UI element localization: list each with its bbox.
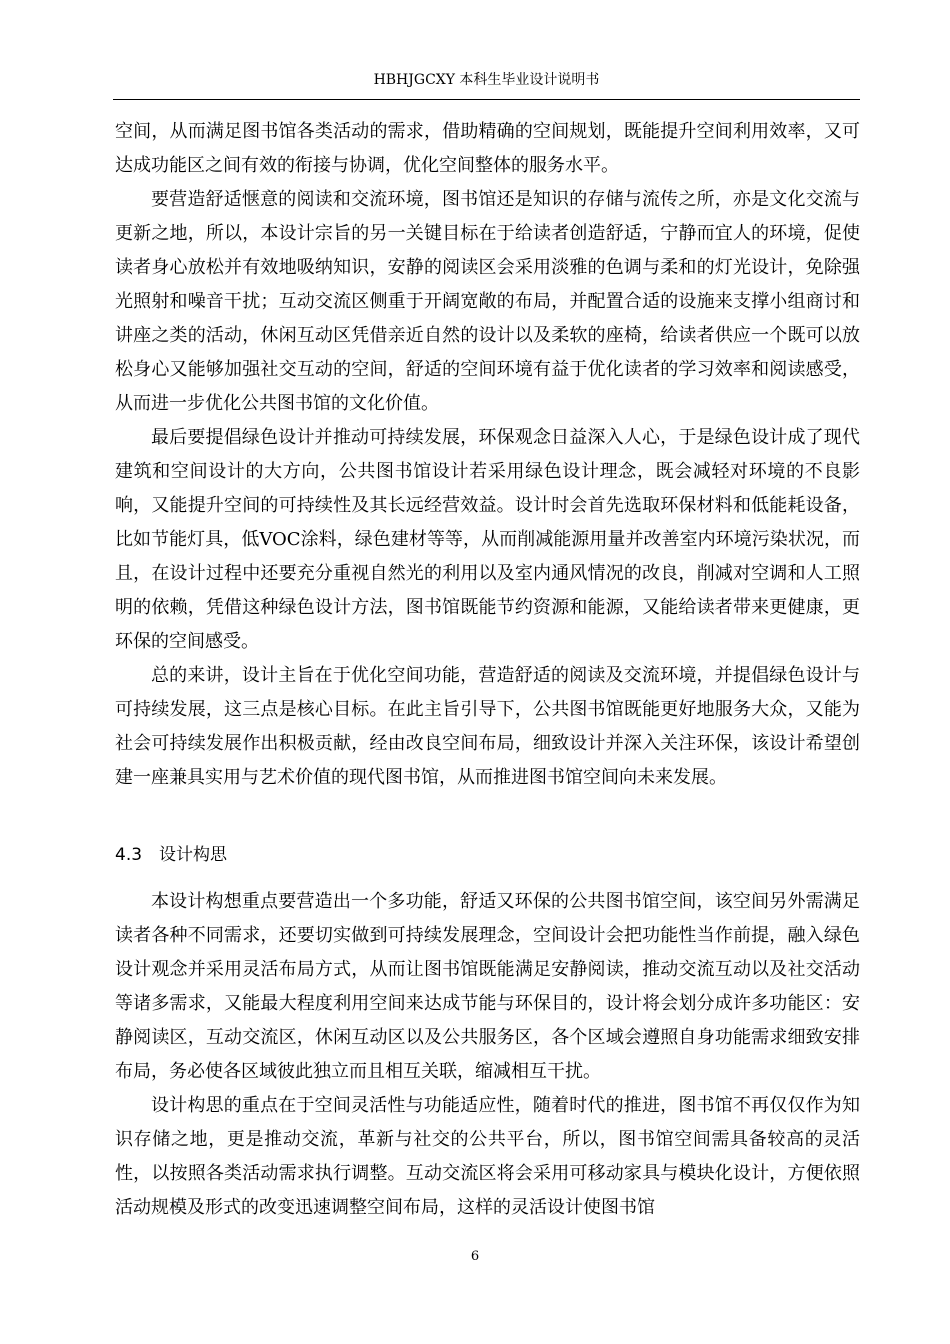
paragraph-concept: 本设计构想重点要营造出一个多功能，舒适又环保的公共图书馆空间，该空间另外需满足读者各种不同需求，还要切实做到可持续发展理念，空间设计会把功能性当作前提，融入绿色设计观念并采用灵活布局方式，从而让图书馆既能满足安静阅读，推动交流互动以及社交活动等诸多需求，又能最大程度利用空间来达成节能与环保目的，设计将会划分成许多功能区：安静阅读区，互动交流区，休闲互动区以及公共服务区，各个区域会遵照自身功能需求细致安排布局，务必使各区域彼此独立而且相互关联，缩减相互干扰。 [115, 891, 860, 1082]
section-title: 设计构思 [159, 845, 227, 865]
section-heading [115, 838, 860, 872]
body-text [115, 115, 860, 1225]
header-rule [113, 99, 860, 100]
section-number: 4.3 [115, 845, 143, 865]
paragraph-comfort: 要营造舒适惬意的阅读和交流环境，图书馆还是知识的存储与流传之所，亦是文化交流与更新之地，所以，本设计宗旨的另一关键目标在于给读者创造舒适，宁静而宜人的环境，促使读者身心放松并有效地吸纳知识，安静的阅读区会采用淡雅的色调与柔和的灯光设计，免除强光照射和噪音干扰；互动交流区侧重于开阔宽敞的布局，并配置合适的设施来支撑小组商讨和讲座之类的活动，休闲互动区凭借亲近自然的设计以及柔软的座椅，给读者供应一个既可以放松身心又能够加强社交互动的空间，舒适的空间环境有益于优化读者的学习效率和阅读感受，从而进一步优化公共图书馆的文化价值。 [115, 189, 860, 414]
paragraph-green-design: 最后要提倡绿色设计并推动可持续发展，环保观念日益深入人心，于是绿色设计成了现代建筑和空间设计的大方向，公共图书馆设计若采用绿色设计理念，既会减轻对环境的不良影响，又能提升空间的可持续性及其长远经营效益。设计时会首先选取环保材料和低能耗设备，比如节能灯具，低VOC涂料，绿色建材等等，从而削减能源用量并改善室内环境污染状况，而且，在设计过程中还要充分重视自然光的利用以及室内通风情况的改良，削减对空调和人工照明的依赖，凭借这种绿色设计方法，图书馆既能节约资源和能源，又能给读者带来更健康，更环保的空间感受。 [115, 427, 860, 652]
paragraph-summary: 总的来讲，设计主旨在于优化空间功能，营造舒适的阅读及交流环境，并提倡绿色设计与可持续发展，这三点是核心目标。在此主旨引导下，公共图书馆既能更好地服务大众，又能为社会可持续发展作出积极贡献，经由改良空间布局，细致设计并深入关注环保，该设计希望创建一座兼具实用与艺术价值的现代图书馆，从而推进图书馆空间向未来发展。 [115, 665, 860, 788]
page-header: HBHJGCXY 本科生毕业设计说明书 [373, 72, 600, 88]
paragraph-flexibility: 设计构思的重点在于空间灵活性与功能适应性，随着时代的推进，图书馆不再仅仅作为知识存储之地，更是推动交流，革新与社交的公共平台，所以，图书馆空间需具备较高的灵活性，以按照各类活动需求执行调整。互动交流区将会采用可移动家具与模块化设计，方便依照活动规模及形式的改变迅速调整空间布局，这样的灵活设计使图书馆 [115, 1095, 860, 1218]
page-number: 6 [470, 1249, 480, 1264]
paragraph-continued: 空间，从而满足图书馆各类活动的需求，借助精确的空间规划，既能提升空间利用效率，又可达成功能区之间有效的衔接与协调，优化空间整体的服务水平。 [115, 121, 860, 176]
